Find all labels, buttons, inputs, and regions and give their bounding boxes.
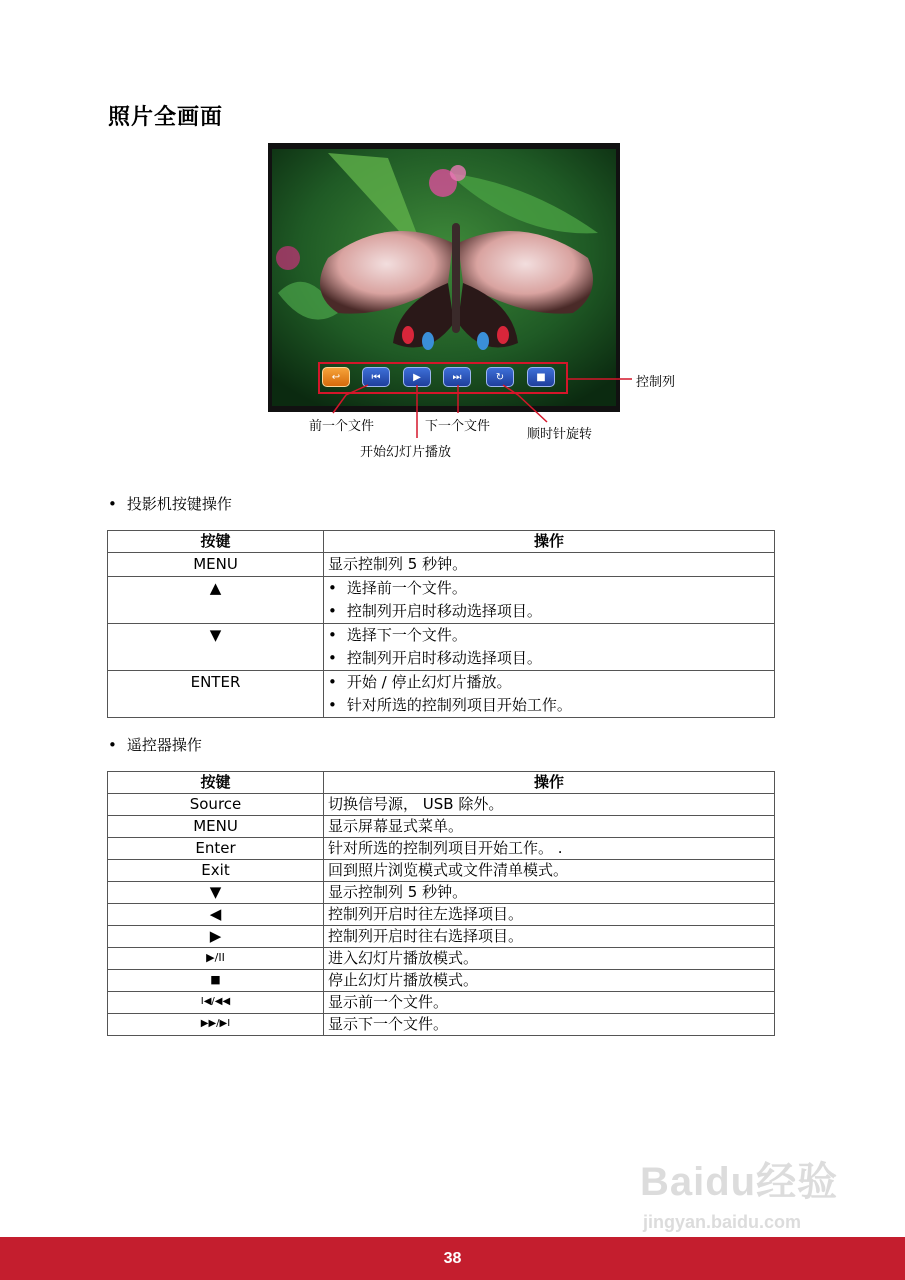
key-cell: Source <box>108 794 324 816</box>
operation-cell <box>324 577 775 624</box>
rotate-button[interactable] <box>486 367 514 387</box>
callout-next-file: 下一个文件 <box>425 419 491 434</box>
key-cell: MENU <box>108 553 324 577</box>
table-row <box>108 838 775 860</box>
section-heading-projector: • 投影机按键操作 <box>108 495 232 513</box>
callout-start-slideshow: 开始幻灯片播放 <box>360 445 452 460</box>
operation-text: 开始 / 停止幻灯片播放。 <box>346 673 512 691</box>
table-row <box>108 577 775 624</box>
operation-cell: 显示前一个文件。 <box>324 992 775 1014</box>
operation-cell: 控制列开启时往右选择项目。 <box>324 926 775 948</box>
key-cell: ENTER <box>108 671 324 718</box>
key-cell: ■ <box>108 970 324 992</box>
operation-cell: 显示下一个文件。 <box>324 1014 775 1036</box>
header-operation: 操作 <box>324 531 775 553</box>
header-operation: 操作 <box>324 772 775 794</box>
operation-cell <box>324 624 775 671</box>
baidu-watermark <box>640 1150 839 1232</box>
operation-item: • 选择前一个文件。 <box>328 579 467 597</box>
page-number: 38 <box>443 1249 462 1267</box>
table-row <box>108 860 775 882</box>
key-cell: I◀/◀◀ <box>108 992 324 1014</box>
key-cell: ▲ <box>108 577 324 624</box>
table-header-row <box>108 531 775 553</box>
callout-rotate: 顺时针旋转 <box>527 427 593 442</box>
callout-prev-file: 前一个文件 <box>309 419 375 434</box>
table-row <box>108 904 775 926</box>
stop-button[interactable] <box>527 367 555 387</box>
callout-control-bar: 控制列 <box>636 375 676 390</box>
operation-text: 选择下一个文件。 <box>346 626 467 644</box>
back-button[interactable] <box>322 367 350 387</box>
operation-text: 控制列开启时移动选择项目。 <box>346 649 542 667</box>
key-cell: Enter <box>108 838 324 860</box>
key-cell: ▼ <box>108 624 324 671</box>
skip-forward-icon: ⏭ <box>452 371 462 383</box>
table-row <box>108 553 775 577</box>
operation-item: • 控制列开启时移动选择项目。 <box>328 649 542 667</box>
previous-button[interactable] <box>362 367 390 387</box>
table-row <box>108 816 775 838</box>
section-heading-remote: • 遥控器操作 <box>108 736 202 754</box>
operation-cell: 切换信号源， USB 除外。 <box>324 794 775 816</box>
operation-cell <box>324 671 775 718</box>
operation-item: • 控制列开启时移动选择项目。 <box>328 602 542 620</box>
operation-text: 控制列开启时移动选择项目。 <box>346 602 542 620</box>
header-key: 按键 <box>108 531 324 553</box>
table-row <box>108 624 775 671</box>
key-cell: ▼ <box>108 882 324 904</box>
operation-cell <box>324 553 775 577</box>
operation-cell: 控制列开启时往左选择项目。 <box>324 904 775 926</box>
operation-cell: 回到照片浏览模式或文件清单模式。 <box>324 860 775 882</box>
table-row <box>108 992 775 1014</box>
operation-item: • 开始 / 停止幻灯片播放。 <box>328 673 512 691</box>
operation-item: • 针对所选的控制列项目开始工作。 <box>328 696 572 714</box>
play-button[interactable] <box>403 367 431 387</box>
operation-text: 针对所选的控制列项目开始工作。 <box>346 696 572 714</box>
play-icon: ▶ <box>413 371 421 383</box>
operation-cell: 显示控制列 5 秒钟。 <box>324 882 775 904</box>
key-cell: ▶/II <box>108 948 324 970</box>
operation-item: • 选择下一个文件。 <box>328 626 467 644</box>
operation-cell: 针对所选的控制列项目开始工作。 . <box>324 838 775 860</box>
watermark-url: jingyan.baidu.com <box>643 1212 802 1232</box>
key-cell: ▶▶/▶I <box>108 1014 324 1036</box>
key-cell: ▶ <box>108 926 324 948</box>
header-key: 按键 <box>108 772 324 794</box>
remote-keys-table <box>107 771 775 1036</box>
table-row <box>108 948 775 970</box>
operation-text: 显示控制列 5 秒钟。 <box>328 555 468 573</box>
projector-keys-table <box>107 530 775 718</box>
page-title: 照片全画面 <box>108 105 224 130</box>
operation-cell: 显示屏幕显式菜单。 <box>324 816 775 838</box>
table-row <box>108 970 775 992</box>
page-footer <box>0 1237 905 1280</box>
rotate-icon: ↻ <box>495 371 505 383</box>
key-cell: Exit <box>108 860 324 882</box>
operation-cell: 进入幻灯片播放模式。 <box>324 948 775 970</box>
next-button[interactable] <box>443 367 471 387</box>
table-header-row <box>108 772 775 794</box>
section-heading-text: 投影机按键操作 <box>126 495 232 513</box>
key-cell: MENU <box>108 816 324 838</box>
table-row <box>108 926 775 948</box>
section-heading-text: 遥控器操作 <box>126 736 202 754</box>
operation-cell: 停止幻灯片播放模式。 <box>324 970 775 992</box>
key-cell: ◀ <box>108 904 324 926</box>
table-row <box>108 794 775 816</box>
stop-icon: ■ <box>536 371 546 383</box>
table-row <box>108 882 775 904</box>
table-row <box>108 671 775 718</box>
watermark-logo: Baidu经验 <box>640 1160 839 1204</box>
skip-back-icon: ⏮ <box>371 371 381 383</box>
table-row <box>108 1014 775 1036</box>
operation-text: 选择前一个文件。 <box>346 579 467 597</box>
back-icon: ↩ <box>331 371 341 383</box>
